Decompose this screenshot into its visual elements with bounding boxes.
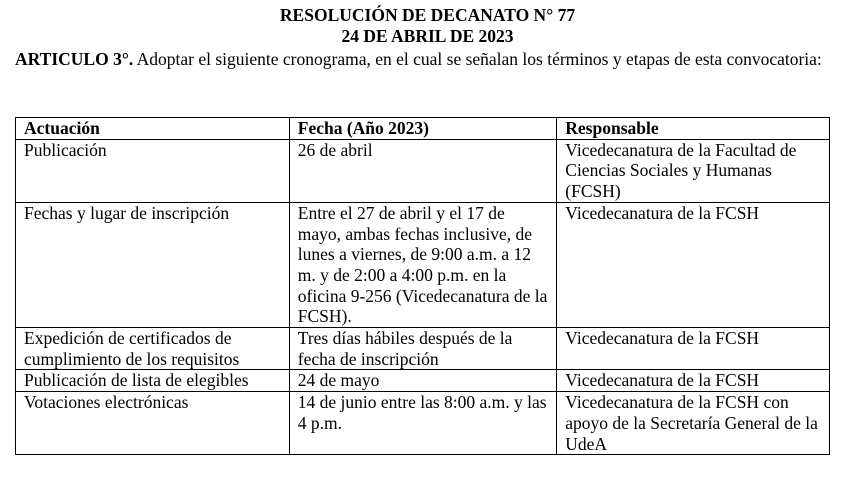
- cell-responsable: Vicedecanatura de la Facultad de Ciencias Sociales y Humanas (FCSH): [557, 139, 830, 202]
- cell-fecha: Entre el 27 de abril y el 17 de mayo, ambas fechas inclusive, de lunes a viernes, de 9:00 a.m. a 12 m. y de 2:00 a 4:00 p.m. en la oficina 9-256 (Vicedecanatura de la FCSH).: [289, 202, 557, 327]
- cell-actuacion: Expedición de certificados de cumplimiento de los requisitos: [16, 328, 290, 370]
- header-fecha: Fecha (Año 2023): [289, 118, 557, 140]
- table-row: [16, 328, 830, 370]
- cell-fecha: 26 de abril: [289, 139, 557, 202]
- cell-fecha: 24 de mayo: [289, 370, 557, 392]
- schedule-table: [15, 117, 830, 455]
- resolution-date: 24 DE ABRIL DE 2023: [341, 26, 514, 46]
- cell-actuacion: Votaciones electrónicas: [16, 392, 290, 455]
- cell-responsable: Vicedecanatura de la FCSH: [557, 328, 830, 370]
- cell-responsable: Vicedecanatura de la FCSH: [557, 202, 830, 327]
- header-responsable: Responsable: [557, 118, 830, 140]
- cell-fecha: 14 de junio entre las 8:00 a.m. y las 4 p.m.: [289, 392, 557, 455]
- table-row: [16, 370, 830, 392]
- cell-responsable: Vicedecanatura de la FCSH: [557, 370, 830, 392]
- header-actuacion: Actuación: [16, 118, 290, 140]
- table-header-row: [16, 118, 830, 140]
- cell-fecha: Tres días hábiles después de la fecha de inscripción: [289, 328, 557, 370]
- table-row: [16, 392, 830, 455]
- cell-actuacion: Fechas y lugar de inscripción: [16, 202, 290, 327]
- article-paragraph: [15, 48, 830, 70]
- table-row: [16, 202, 830, 327]
- cell-responsable: Vicedecanatura de la FCSH con apoyo de la Secretaría General de la UdeA: [557, 392, 830, 455]
- resolution-title: RESOLUCIÓN DE DECANATO N° 77: [279, 5, 576, 25]
- cell-actuacion: Publicación: [16, 139, 290, 202]
- table-row: [16, 139, 830, 202]
- article-label: ARTICULO 3°.: [15, 49, 134, 69]
- cell-actuacion: Publicación de lista de elegibles: [16, 370, 290, 392]
- article-text: Adoptar el siguiente cronograma, en el cual se señalan los términos y etapas de esta convocatoria:: [133, 49, 822, 69]
